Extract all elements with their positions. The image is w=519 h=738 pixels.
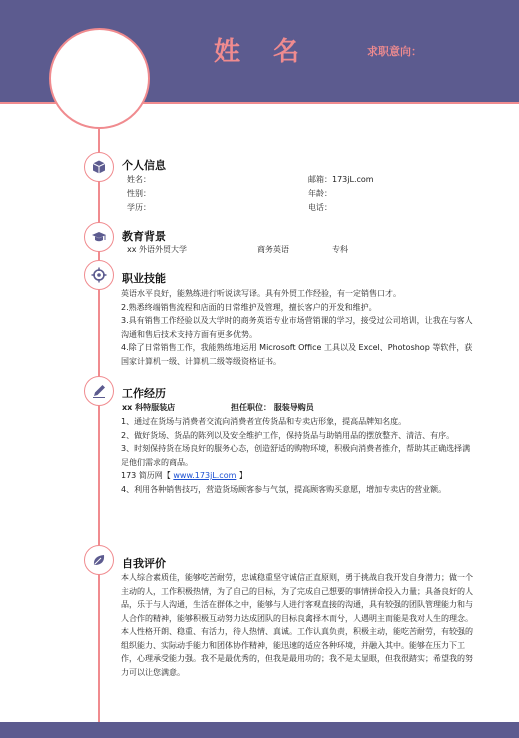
work-text-block xyxy=(121,415,473,496)
education-major: 商务英语 xyxy=(257,245,289,254)
work-site-line xyxy=(121,469,473,483)
personal-age-label: 年龄： xyxy=(308,189,332,198)
work-line: 3、时刻保持货在场良好的服务心态，创造舒适的购物环境，积极向消费者推介，帮助其正确选择满足他们需求的商品。 xyxy=(121,444,471,467)
skills-line: 4.除了日常销售工作，我能熟练地运用 Microsoft Office 工具以及 Excel、Photoshop 等软件，获国家计算机一级、计算机二级等级资格证书。 xyxy=(121,343,473,366)
work-line: 4、利用各种销售技巧，营造货场顾客参与气氛，提高顾客购买意愿，增加专卖店的营业额。 xyxy=(121,484,447,494)
section-title-personal: 个人信息 xyxy=(122,159,166,172)
work-site-prefix: 173 简历网【 xyxy=(121,471,171,480)
work-position: 担任职位： 服装导购员 xyxy=(231,403,314,412)
pen-icon xyxy=(84,376,114,406)
candidate-name: 姓 名 xyxy=(214,37,312,67)
skills-line: 2.熟悉终端销售流程和店面的日常维护及管理，擅长客户的开发和维护。 xyxy=(121,302,377,312)
section-title-skills: 职业技能 xyxy=(122,272,166,285)
job-intent-label: 求职意向： xyxy=(367,45,422,58)
section-title-education: 教育背景 xyxy=(122,230,166,243)
cube-icon xyxy=(84,152,114,182)
section-title-work: 工作经历 xyxy=(122,387,166,400)
personal-name-label: 姓名： xyxy=(127,175,151,184)
section-title-evaluation: 自我评价 xyxy=(122,557,166,570)
work-company: xx 科特服装店 xyxy=(122,403,176,412)
work-line: 2、做好货场、货品的陈列以及安全维护工作，保持货品与助销用品的摆放整齐、清洁、有序。 xyxy=(121,430,455,440)
work-line: 1、通过在货场与消费者交流向消费者宣传货品和专卖店形象，提高品牌知名度。 xyxy=(121,417,407,426)
graduate-icon xyxy=(84,222,114,252)
timeline-line xyxy=(98,129,100,726)
footer-bar xyxy=(0,722,519,738)
personal-email-label: 邮箱：173jL.com xyxy=(308,175,374,184)
skills-line: 英语水平良好，能熟练进行听说读写译。具有外贸工作经验，有一定销售口才。 xyxy=(121,289,401,298)
personal-gender-label: 性别： xyxy=(127,189,151,198)
evaluation-paragraph: 本人综合素质佳，能够吃苦耐劳，忠诚稳重坚守诚信正直原则，勇于挑战自我开发自身潜力；做一个主动的人，工作积极热情，为了自己的目标，为了完成自己想要的事情拼命投入力量；具备良好的人品，乐于与人沟通，生活在群体之中，能够与人进行客观直接的沟通，具有较强的团队管理能力和与人合作的精神，能够积极互动努力达成团队的目标良禽择木而兮，人遇明主而能是我对人生的理念。 xyxy=(121,573,473,623)
evaluation-paragraph: 本人性格开朗、稳重、有活力，待人热情、真诚。工作认真负责，积极主动，能吃苦耐劳，有较强的组织能力、实际动手能力和团体协作精神，能迅速的适应各种环境，并融入其中。能够在压力下工作，心理承受能力强。我不是最优秀的，但我是最用功的；我不是太显眼，但我很踏实；希望我的努力可以让您满意。 xyxy=(121,627,473,677)
skills-line: 3.具有销售工作经验以及大学时的商务英语专业市场营销课的学习，接受过公司培训，让我在与客人沟通和售后技术支持方面有更多优势。 xyxy=(121,316,473,339)
work-site-suffix: 】 xyxy=(238,471,247,480)
personal-education-label: 学历： xyxy=(127,203,151,212)
evaluation-text-block xyxy=(121,571,473,679)
website-link[interactable]: www.173jL.com xyxy=(173,471,237,480)
skills-text-block xyxy=(121,287,473,368)
education-school: xx 外语外贸大学 xyxy=(127,245,188,254)
education-degree: 专科 xyxy=(332,245,348,254)
photo-placeholder[interactable] xyxy=(49,28,150,129)
personal-phone-label: 电话： xyxy=(308,203,332,212)
target-icon xyxy=(84,260,114,290)
leaf-icon xyxy=(84,545,114,575)
